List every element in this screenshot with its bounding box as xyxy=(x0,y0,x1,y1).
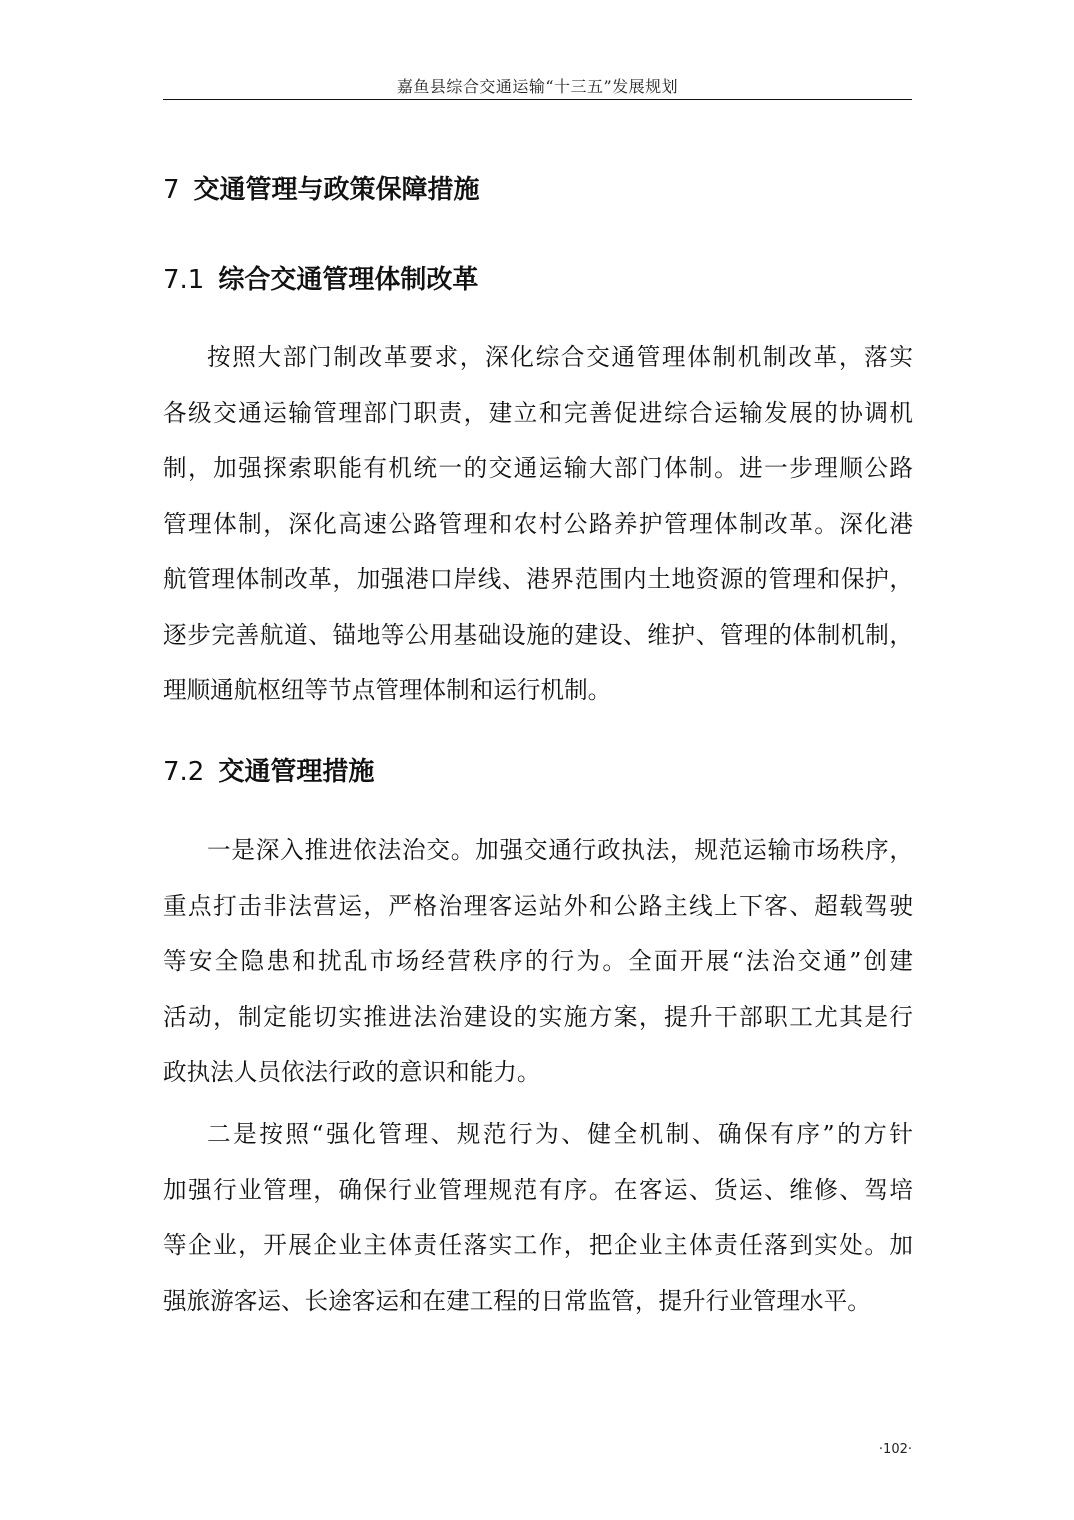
section-7-1-paragraph xyxy=(163,330,913,719)
paragraph-line: 理顺通航枢纽等节点管理体制和运行机制。 xyxy=(163,676,612,704)
page-number: ·102· xyxy=(878,1442,912,1457)
section-7-2-number: 7.2 xyxy=(163,757,205,787)
paragraph-line: 一是深入推进依法治交。加强交通行政执法，规范运输市场秩序， xyxy=(207,836,913,864)
paragraph-line: 制，加强探索职能有机统一的交通运输大部门体制。进一步理顺公路 xyxy=(163,454,913,482)
header-divider xyxy=(163,99,912,100)
chapter-title: 交通管理与政策保障措施 xyxy=(193,175,480,205)
section-7-1-title: 综合交通管理体制改革 xyxy=(218,265,479,295)
paragraph-line: 各级交通运输管理部门职责，建立和完善促进综合运输发展的协调机 xyxy=(163,398,913,427)
paragraph-line: 等安全隐患和扰乱市场经营秩序的行为。全面开展“法治交通”创建 xyxy=(163,947,913,975)
paragraph-line: 重点打击非法营运，严格治理客运站外和公路主线上下客、超载驾驶 xyxy=(163,891,913,920)
paragraph-line: 逐步完善航道、锚地等公用基础设施的建设、维护、管理的体制机制， xyxy=(163,620,913,649)
section-7-1-heading xyxy=(163,264,478,296)
paragraph-line: 二是按照“强化管理、规范行为、健全机制、确保有序”的方针 xyxy=(207,1120,913,1148)
section-7-2-heading xyxy=(163,756,374,788)
section-7-1-number: 7.1 xyxy=(163,265,205,295)
section-7-2-title: 交通管理措施 xyxy=(218,757,375,787)
paragraph-line: 活动，制定能切实推进法治建设的实施方案，提升干部职工尤其是行 xyxy=(163,1002,913,1031)
paragraph-line: 航管理体制改革，加强港口岸线、港界范围内土地资源的管理和保护， xyxy=(163,565,913,593)
paragraph-line: 加强行业管理，确保行业管理规范有序。在客运、货运、维修、驾培 xyxy=(163,1175,913,1204)
paragraph-line: 按照大部门制改革要求，深化综合交通管理体制机制改革，落实 xyxy=(207,343,913,371)
chapter-number: 7 xyxy=(163,175,180,205)
section-7-2-paragraph-1 xyxy=(163,823,913,1101)
paragraph-line: 管理体制，深化高速公路管理和农村公路养护管理体制改革。深化港 xyxy=(163,509,913,538)
running-header-title: 嘉鱼县综合交通运输“十三五”发展规划 xyxy=(396,77,679,96)
paragraph-line: 政执法人员依法行政的意识和能力。 xyxy=(163,1058,541,1086)
paragraph-line: 等企业，开展企业主体责任落实工作，把企业主体责任落到实处。加 xyxy=(163,1231,913,1259)
section-7-2-paragraph-2 xyxy=(163,1107,913,1329)
chapter-heading xyxy=(163,174,480,206)
paragraph-line: 强旅游客运、长途客运和在建工程的日常监管，提升行业管理水平。 xyxy=(163,1286,871,1315)
